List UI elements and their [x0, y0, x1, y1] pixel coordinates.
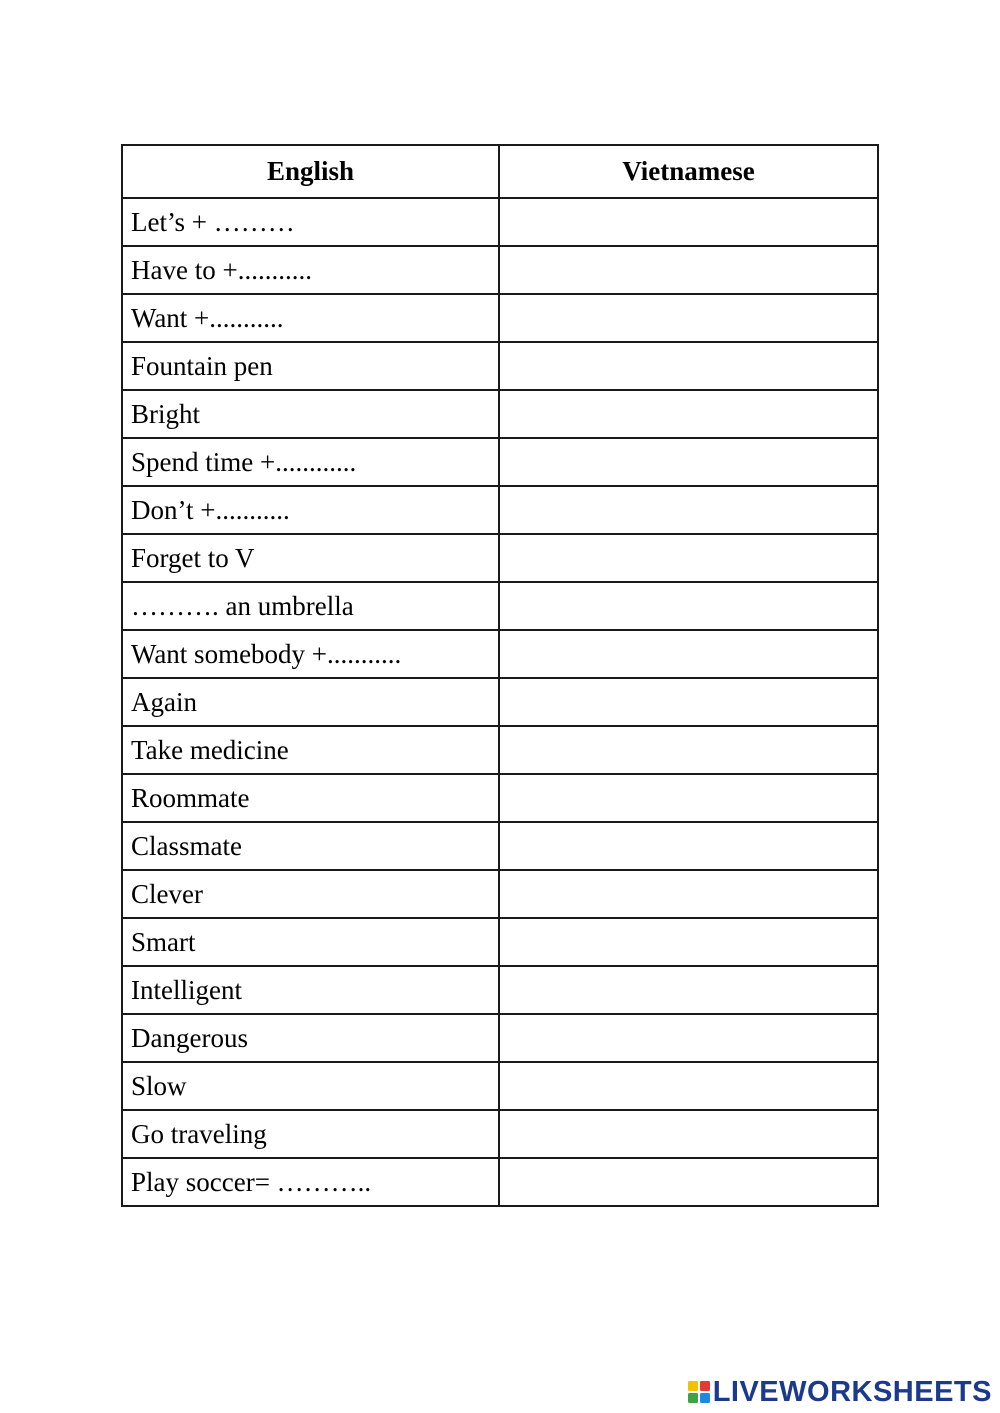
table-row [122, 966, 878, 1014]
vietnamese-answer-cell[interactable] [499, 246, 878, 294]
table-row [122, 918, 878, 966]
vietnamese-answer-cell[interactable] [499, 726, 878, 774]
english-term: Again [122, 678, 499, 726]
english-term: Let’s + ……… [122, 198, 499, 246]
vietnamese-answer-cell[interactable] [499, 630, 878, 678]
english-term: Go traveling [122, 1110, 499, 1158]
table-row [122, 294, 878, 342]
vietnamese-answer-cell[interactable] [499, 870, 878, 918]
english-term: Take medicine [122, 726, 499, 774]
english-term: Classmate [122, 822, 499, 870]
vietnamese-answer-cell[interactable] [499, 678, 878, 726]
table-row [122, 1014, 878, 1062]
liveworksheets-logo [688, 1377, 992, 1407]
vietnamese-answer-cell[interactable] [499, 966, 878, 1014]
table-row [122, 438, 878, 486]
vietnamese-answer-cell[interactable] [499, 1014, 878, 1062]
english-term: Want somebody +........... [122, 630, 499, 678]
vietnamese-answer-cell[interactable] [499, 342, 878, 390]
table-header-row [122, 145, 878, 198]
vietnamese-answer-cell[interactable] [499, 198, 878, 246]
english-term: Want +........... [122, 294, 499, 342]
vietnamese-answer-cell[interactable] [499, 1158, 878, 1206]
vietnamese-answer-cell[interactable] [499, 1110, 878, 1158]
english-term: Forget to V [122, 534, 499, 582]
table-row [122, 486, 878, 534]
table-row [122, 582, 878, 630]
english-term: Bright [122, 390, 499, 438]
english-term: Dangerous [122, 1014, 499, 1062]
english-term: Spend time +............ [122, 438, 499, 486]
brand-name: LIVEWORKSHEETS [712, 1375, 992, 1408]
vocabulary-table [121, 144, 879, 1207]
vietnamese-answer-cell[interactable] [499, 438, 878, 486]
table-row [122, 342, 878, 390]
english-term: Roommate [122, 774, 499, 822]
vietnamese-answer-cell[interactable] [499, 390, 878, 438]
table-row [122, 198, 878, 246]
table-row [122, 630, 878, 678]
vietnamese-answer-cell[interactable] [499, 534, 878, 582]
table-row [122, 1158, 878, 1206]
table-row [122, 534, 878, 582]
english-term: Fountain pen [122, 342, 499, 390]
english-term: Clever [122, 870, 499, 918]
english-term: Play soccer= ……….. [122, 1158, 499, 1206]
table-row [122, 870, 878, 918]
table-row [122, 822, 878, 870]
english-term: Slow [122, 1062, 499, 1110]
table-row [122, 726, 878, 774]
vietnamese-answer-cell[interactable] [499, 294, 878, 342]
vietnamese-answer-cell[interactable] [499, 582, 878, 630]
vietnamese-answer-cell[interactable] [499, 918, 878, 966]
english-term: Smart [122, 918, 499, 966]
vietnamese-answer-cell[interactable] [499, 1062, 878, 1110]
header-english: English [122, 145, 499, 198]
english-term: Intelligent [122, 966, 499, 1014]
table-row [122, 1062, 878, 1110]
table-row [122, 678, 878, 726]
table-row [122, 774, 878, 822]
table-row [122, 1110, 878, 1158]
vietnamese-answer-cell[interactable] [499, 822, 878, 870]
english-term: Don’t +........... [122, 486, 499, 534]
vietnamese-answer-cell[interactable] [499, 774, 878, 822]
english-term: ………. an umbrella [122, 582, 499, 630]
table-row [122, 390, 878, 438]
liveworksheets-logo-icon [688, 1381, 710, 1403]
vietnamese-answer-cell[interactable] [499, 486, 878, 534]
header-vietnamese: Vietnamese [499, 145, 878, 198]
table-row [122, 246, 878, 294]
english-term: Have to +........... [122, 246, 499, 294]
